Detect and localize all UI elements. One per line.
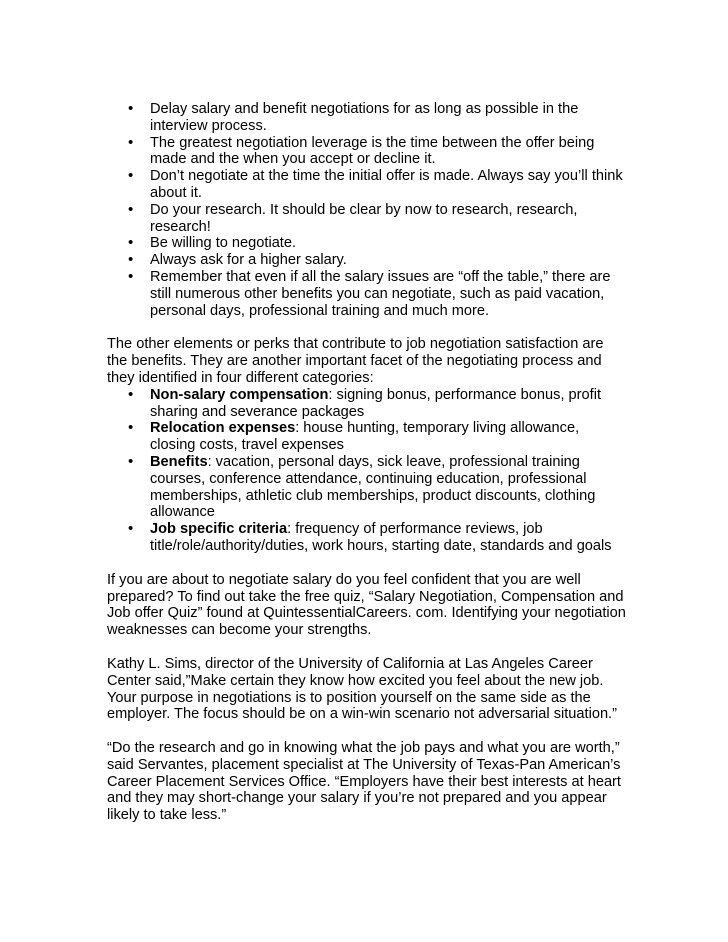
bullet-icon: •	[128, 234, 134, 252]
bullet-icon: •	[128, 167, 134, 185]
tip-item	[107, 168, 627, 202]
bullet-icon: •	[128, 452, 134, 470]
perk-item	[107, 454, 627, 521]
document-page	[107, 101, 627, 824]
perk-description: : house hunting, temporary living allowance, closing costs, travel expenses	[150, 420, 580, 454]
tip-item	[107, 135, 627, 169]
servantes-quote-paragraph: “Do the research and go in knowing what the job pays and what you are worth,” said Servantes, placement specialist at The University of Texas-Pan American’s Career Placement Services Office. “Employers have their best interests at heart and they may short-change your salary if you’re not prepared and you appear likely to take less.”	[107, 740, 621, 824]
tip-item	[107, 269, 627, 319]
tip-item	[107, 101, 627, 135]
tip-text: Do your research. It should be clear by now to research, research, research!	[150, 201, 578, 235]
bullet-icon: •	[128, 419, 134, 437]
paragraph-gap	[107, 555, 627, 572]
tip-text: Be willing to negotiate.	[150, 235, 297, 252]
negotiation-tips-list	[107, 101, 627, 319]
tip-item	[107, 202, 627, 236]
bullet-icon: •	[128, 520, 134, 538]
bullet-icon: •	[128, 251, 134, 269]
tip-text: Always ask for a higher salary.	[150, 252, 347, 269]
tip-item	[107, 252, 627, 269]
bullet-icon: •	[128, 200, 134, 218]
perks-list	[107, 387, 627, 555]
bullet-icon: •	[128, 100, 134, 117]
perk-description: : frequency of performance reviews, job title/role/authority/duties, work hours, starting date, standards and goals	[150, 521, 612, 554]
perk-description: : signing bonus, performance bonus, profit sharing and severance packages	[150, 386, 602, 420]
sims-quote-paragraph: Kathy L. Sims, director of the University of California at Las Angeles Career Center said,”Make certain they know how excited you feel about the new job. Your purpose in negotiations is to position yourself on the same side as the employer. The focus should be on a win-win scenario not adversarial situation.”	[107, 655, 617, 723]
tip-text: The greatest negotiation leverage is the time between the offer being made and the when you accept or decline it.	[150, 134, 595, 168]
perk-item	[107, 521, 627, 555]
tip-text: Don’t negotiate at the time the initial offer is made. Always say you’ll think about it.	[150, 168, 623, 201]
perk-description: : vacation, personal days, sick leave, professional training courses, conference attendance, continuing education, professional memberships, athletic club memberships, product discounts, clothing allowance	[150, 453, 596, 521]
tip-text: Remember that even if all the salary issues are “off the table,” there are still numerous other benefits you can negotiate, such as paid vacation, personal days, professional training and much more.	[150, 268, 611, 319]
perk-term: Job specific criteria	[150, 521, 288, 538]
perk-item	[107, 387, 627, 421]
perks-intro-paragraph: The other elements or perks that contribute to job negotiation satisfaction are the benefits. They are another important facet of the negotiating process and they identified in four different categories:	[107, 336, 604, 386]
tip-text: Delay salary and benefit negotiations for as long as possible in the interview process.	[150, 101, 579, 134]
perk-term: Benefits	[150, 453, 208, 470]
paragraph-gap	[107, 639, 627, 656]
perk-item	[107, 420, 627, 454]
tip-item	[107, 235, 627, 252]
perk-term: Non-salary compensation	[150, 386, 329, 403]
paragraph-gap	[107, 723, 627, 740]
paragraph-gap	[107, 319, 627, 336]
bullet-icon: •	[128, 133, 134, 151]
bullet-icon: •	[128, 385, 134, 403]
perk-term: Relocation expenses	[150, 420, 296, 437]
bullet-icon: •	[128, 267, 134, 285]
quiz-paragraph: If you are about to negotiate salary do you feel confident that you are well prepared? To find out take the free quiz, “Salary Negotiation, Compensation and Job offer Quiz” found at QuintessentialCareers. com. Identifying your negotiation weaknesses can become your strengths.	[107, 571, 626, 639]
